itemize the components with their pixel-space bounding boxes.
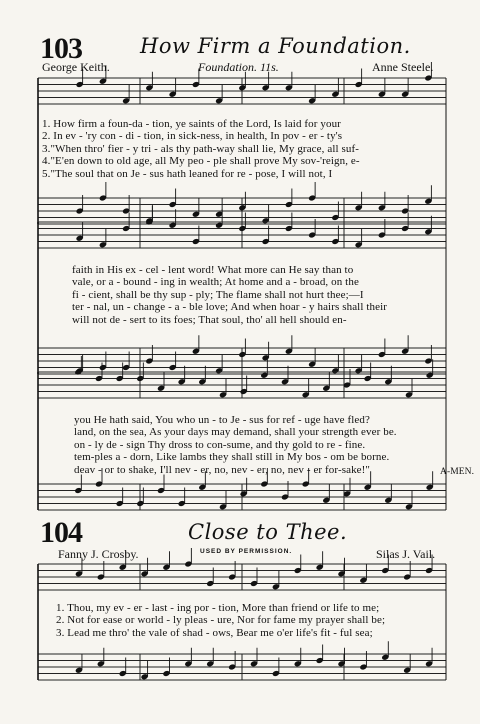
verse-line: 3. Lead me thro' the vale of shad - ows, Bear me o'er life's fit - ful sea; bbox=[56, 626, 373, 639]
lyrics-system-3 bbox=[74, 414, 397, 476]
verse-line: will not de - sert to its foes; That soul, tho' all hell should en- bbox=[72, 313, 347, 326]
hymn-title: Close to Thee. bbox=[188, 520, 348, 544]
lyrics-system-2 bbox=[72, 264, 387, 326]
hymn-number: 104 bbox=[40, 516, 82, 549]
hymn-number: 103 bbox=[40, 32, 82, 65]
verse-line: vale, or a - bound - ing in wealth; At home and a - broad, on the bbox=[72, 276, 359, 289]
verse-line: 1. Thou, my ev - er - last - ing por - tion, More than friend or life to me; bbox=[56, 602, 380, 614]
verse-line: 2. In ev - 'ry con - di - tion, in sick-ness, in health, In pov - er - ty's bbox=[42, 130, 343, 143]
verse-line: faith in His ex - cel - lent word! What more can He say than to bbox=[72, 264, 354, 276]
verse-line: 3."When thro' fier - y tri - als thy path-way shall lie, My grace, all suf- bbox=[42, 142, 359, 155]
verse-line: ter - nal, un - change - a - ble love; And when hoar - y hairs shall their bbox=[72, 301, 387, 314]
verse-line: tem-ples a - dorn, Like lambs they shall still in My bos - om be borne. bbox=[74, 451, 390, 464]
composer-credit: George Keith. bbox=[42, 60, 110, 74]
verse-line: land, on the sea, As your days may demand, shall your strength ever be. bbox=[74, 426, 397, 439]
verse-line: 2. Not for ease or world - ly pleas - ure, Nor for fame my prayer shall be; bbox=[56, 614, 386, 627]
tune-meter-text: Foundation. 11s. bbox=[198, 60, 279, 74]
hymn-title: How Firm a Foundation. bbox=[140, 34, 411, 58]
verse-line: 5."The soul that on Je - sus hath leaned for re - pose, I will not, I bbox=[42, 167, 333, 180]
author-credit: Anne Steele. bbox=[372, 60, 434, 74]
author-credit: Fanny J. Crosby. bbox=[58, 547, 139, 561]
verse-line: fi - cient, shall be thy sup - ply; The flame shall not hurt thee;—I bbox=[72, 288, 364, 301]
verse-line: 4."E'en down to old age, all My peo - ple shall prove My sov-'reign, e- bbox=[42, 155, 360, 168]
composer-credit: Silas J. Vail. bbox=[376, 547, 436, 561]
verse-line: on - ly de - sign Thy dross to con-sume, and thy gold to re - fine. bbox=[74, 438, 366, 451]
verse-line: 1. How firm a foun-da - tion, ye saints of the Lord, Is laid for your bbox=[42, 118, 341, 130]
amen-label: A-MEN. bbox=[440, 467, 475, 477]
lyrics-system-1 bbox=[42, 118, 360, 180]
lyrics-system-4 bbox=[56, 602, 385, 639]
verse-line bbox=[74, 464, 397, 476]
permission-note: USED BY PERMISSION. bbox=[200, 548, 293, 555]
verse-text: deav - or to shake, I'll nev - er, no, nev - er, no, nev - er for-sake!" bbox=[74, 463, 371, 476]
verse-line: you He hath said, You who un - to Je - sus for ref - uge have fled? bbox=[74, 414, 370, 426]
